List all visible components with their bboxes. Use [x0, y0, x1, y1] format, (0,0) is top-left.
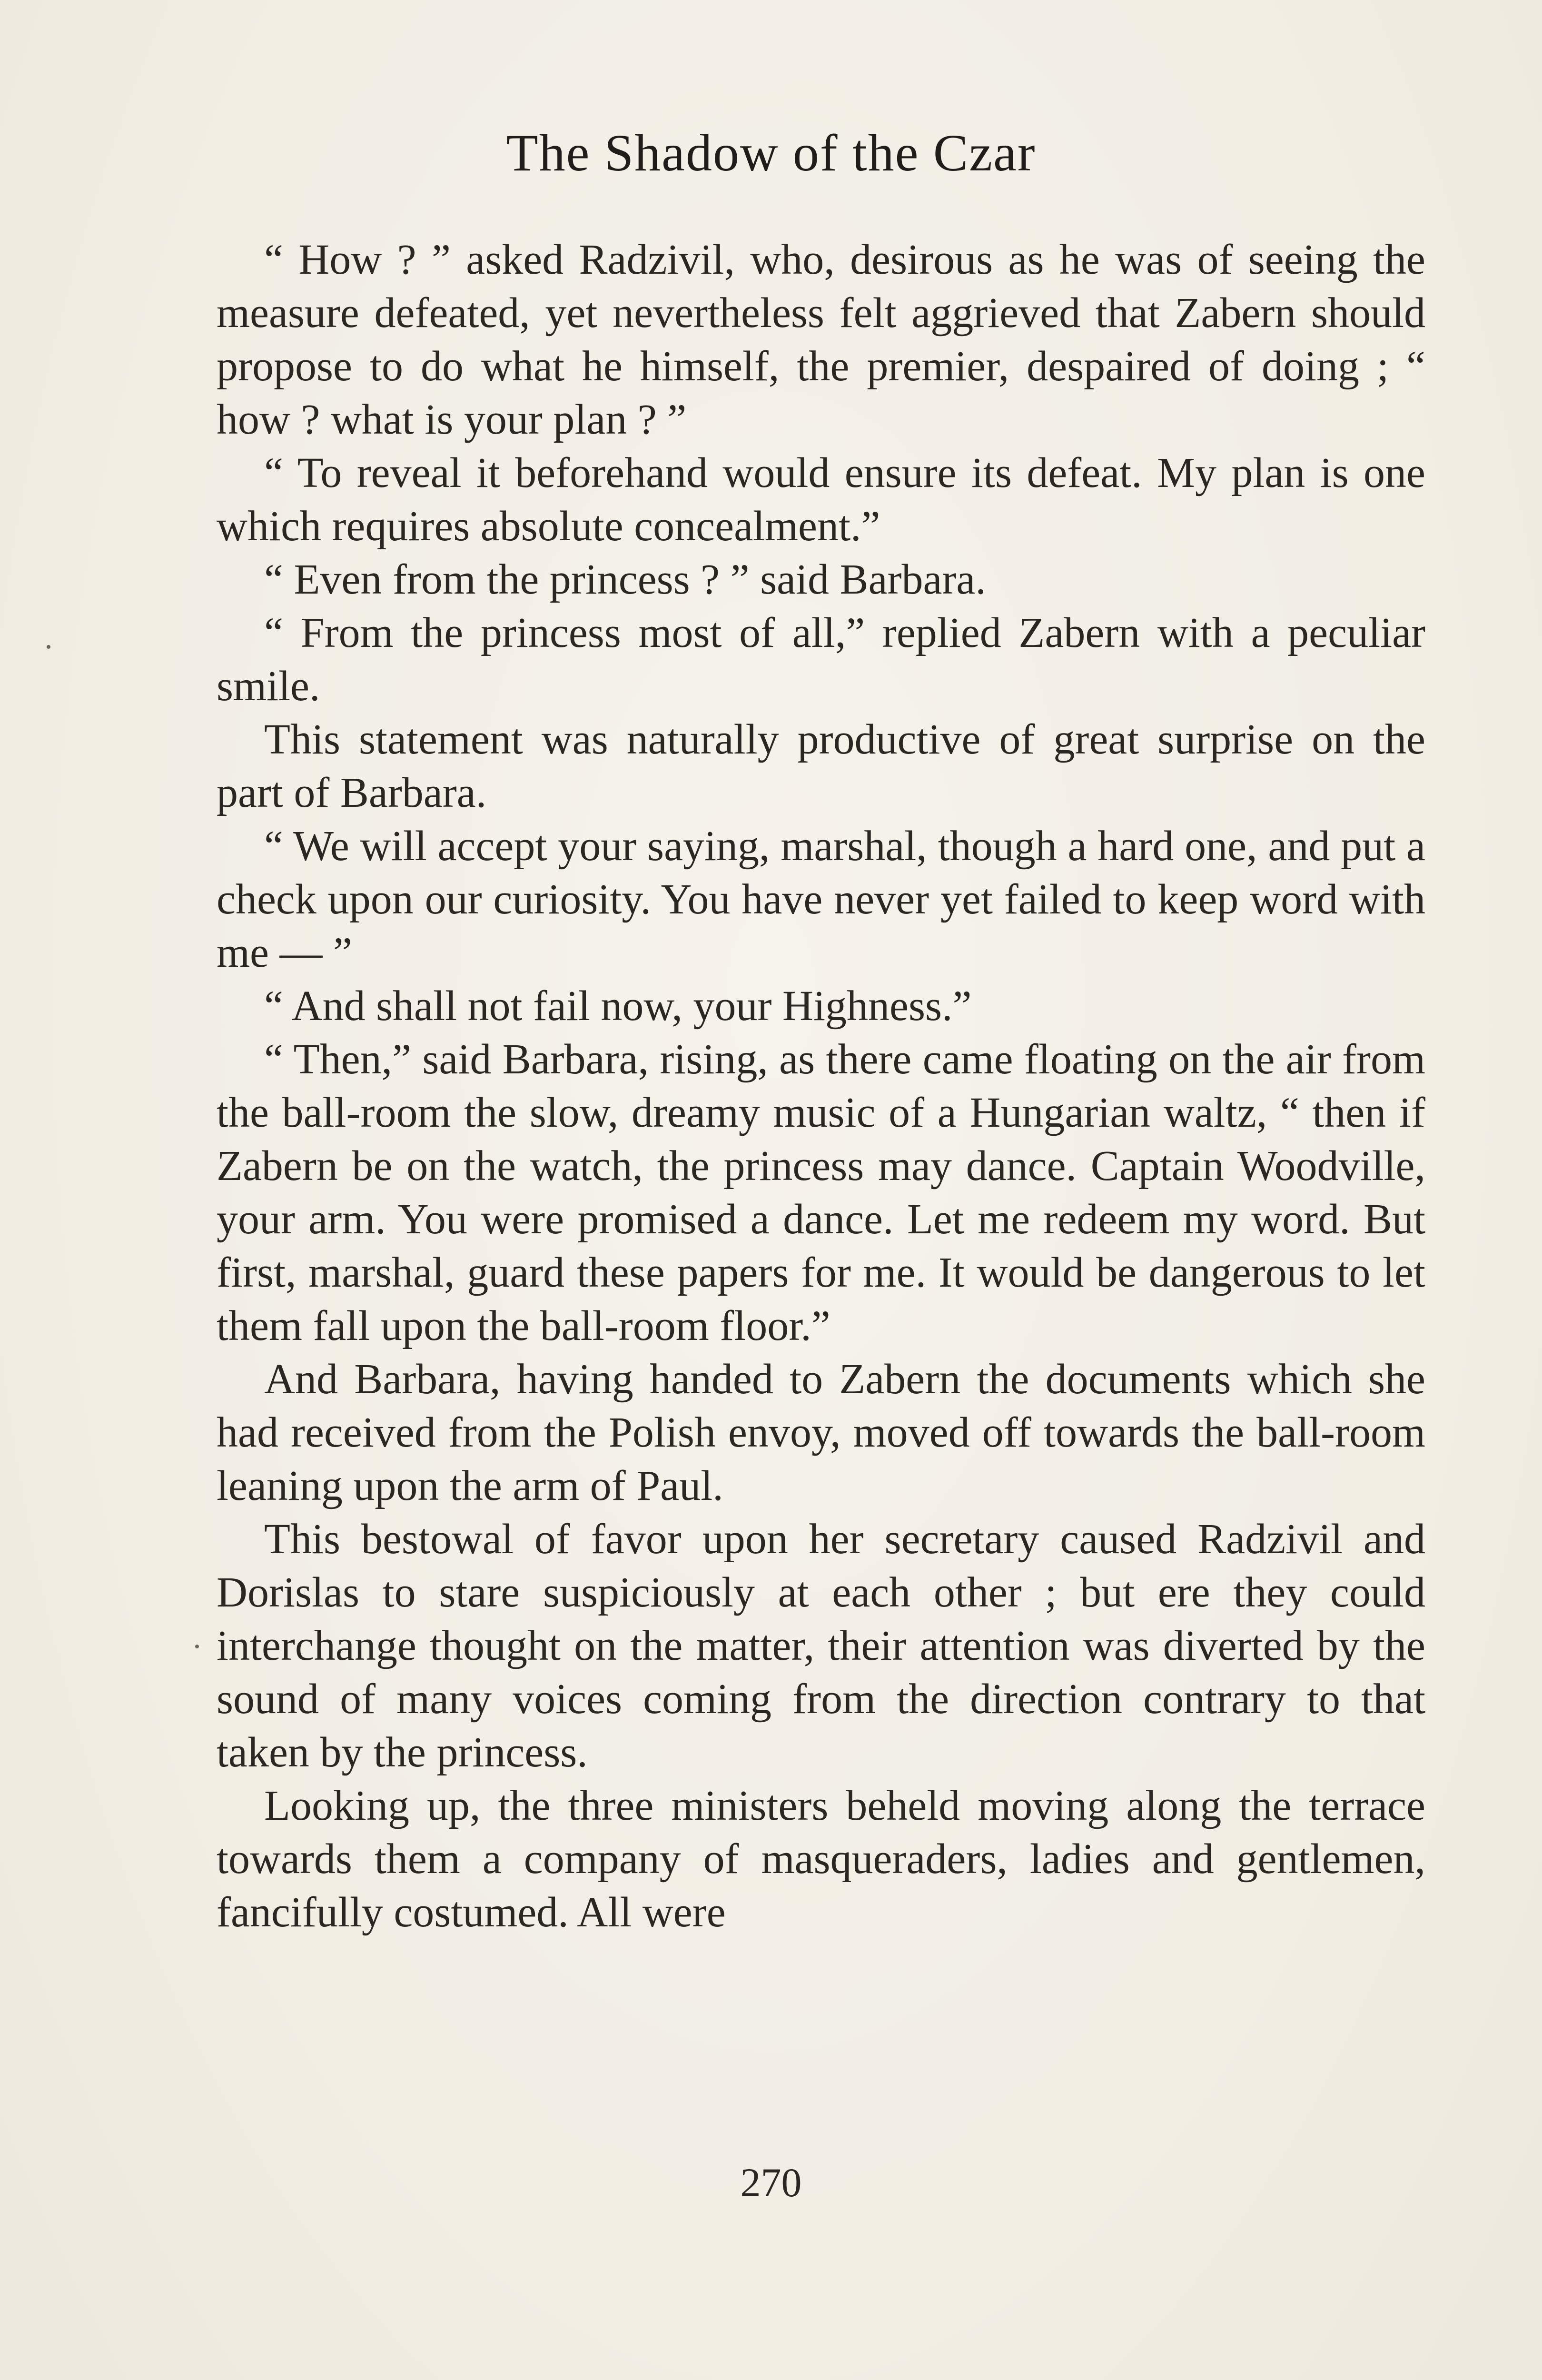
paragraph: “ How ? ” asked Radzivil, who, desirous as he was of seeing the measure defeated, yet nevertheless felt aggrieved that Zabern should propose to do what he himself, the premier, despaired of doing ; “ how ? what is your plan ? ” — [217, 236, 1425, 443]
paragraph: “ From the princess most of all,” replied Zabern with a peculiar smile. — [217, 609, 1425, 710]
paragraph: And Barbara, having handed to Zabern the documents which she had received from the Polish envoy, moved off towards the ball-room leaning upon the arm of Paul. — [217, 1356, 1425, 1509]
ink-speck — [47, 645, 50, 649]
running-head: The Shadow of the Czar — [506, 124, 1036, 182]
paragraph: “ We will accept your saying, marshal, though a hard one, and put a check upon our curiosity. You have never yet failed to keep word with me — ” — [217, 823, 1425, 976]
paragraph: “ Then,” said Barbara, rising, as there came floating on the air from the ball-room the slow, dreamy music of a Hungarian waltz, “ then if Zabern be on the watch, the princess may dance. Captain Woodville, your arm. You were promised a dance. Let me redeem my word. But first, marshal, guard these papers for me. It would be dangerous to let them fall upon the ball-room floor.” — [217, 1036, 1425, 1349]
paragraph: “ Even from the princess ? ” said Barbara. — [264, 556, 986, 603]
paragraph: “ To reveal it beforehand would ensure its defeat. My plan is one which requires absolute concealment.” — [217, 449, 1425, 550]
body-text — [217, 233, 1425, 1939]
page-number: 270 — [740, 2160, 802, 2205]
paragraph: “ And shall not fail now, your Highness.” — [264, 982, 972, 1030]
paragraph: This bestowal of favor upon her secretary caused Radzivil and Dorislas to stare suspiciously at each other ; but ere they could interchange thought on the matter, their attention was diverted by the sound of many voices coming from the direction contrary to that taken by the princess. — [217, 1516, 1425, 1776]
ink-speck — [195, 1645, 199, 1648]
paragraph: This statement was naturally productive of great surprise on the part of Barbara. — [217, 716, 1425, 816]
paragraph: Looking up, the three ministers beheld moving along the terrace towards them a company of masqueraders, ladies and gentlemen, fancifully costumed. All were — [217, 1782, 1425, 1936]
